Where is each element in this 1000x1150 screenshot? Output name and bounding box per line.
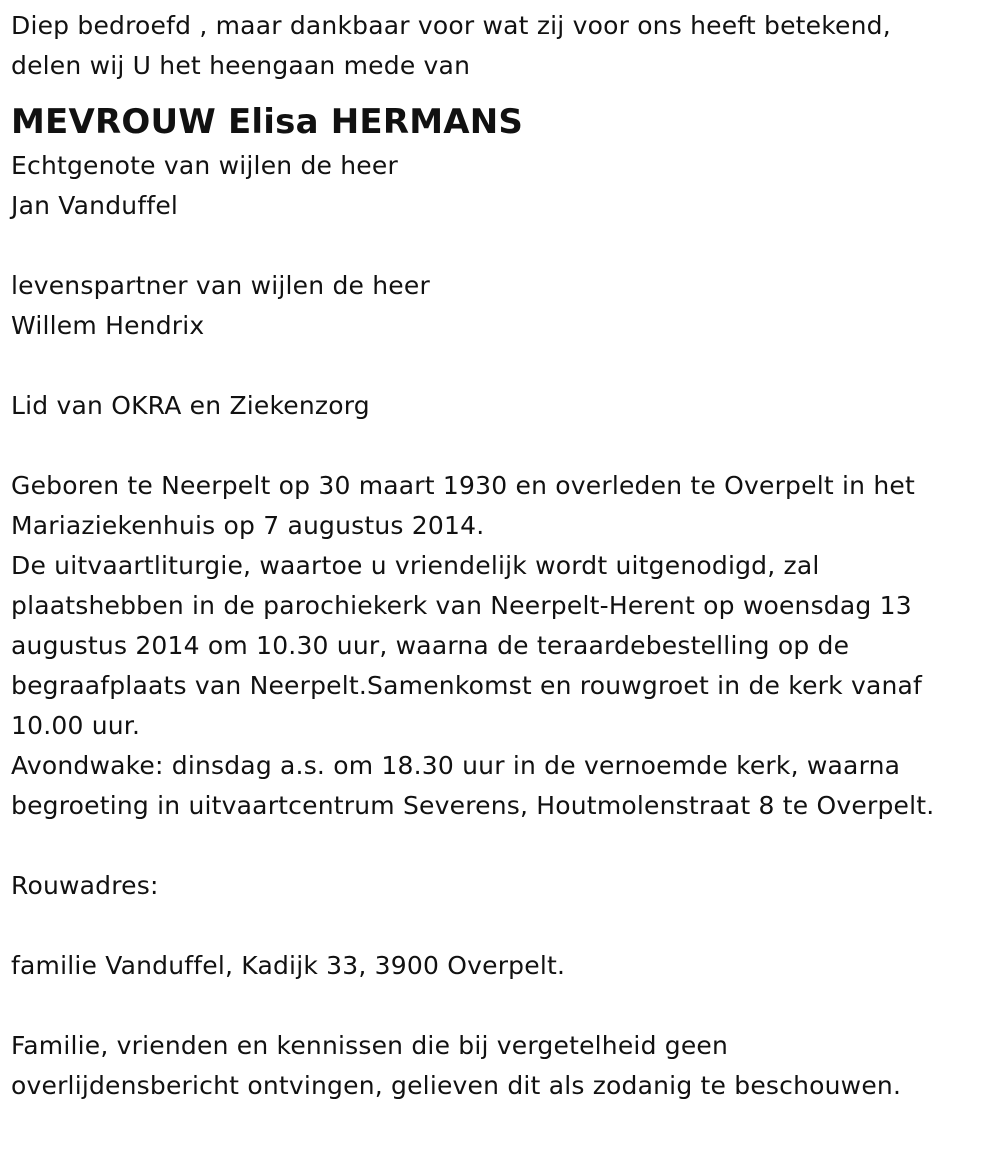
spacer [11, 346, 996, 386]
closing-line: overlijdensbericht ontvingen, gelieven dit als zodanig te beschouwen. [11, 1071, 902, 1100]
partner-text [11, 266, 996, 346]
spacer [11, 226, 996, 266]
details-line: begraafplaats van Neerpelt.Samenkomst en rouwgroet in de kerk vanaf [11, 671, 923, 700]
spacer [11, 426, 996, 466]
address-label: Rouwadres: [11, 871, 159, 900]
details-line: Avondwake: dinsdag a.s. om 18.30 uur in de vernoemde kerk, waarna [11, 751, 901, 780]
death-notice [11, 6, 996, 1106]
details-line: augustus 2014 om 10.30 uur, waarna de teraardebestelling op de [11, 631, 850, 660]
intro-text [11, 6, 996, 86]
intro-line: delen wij U het heengaan mede van [11, 51, 471, 80]
spacer [11, 986, 996, 1026]
details-line: plaatshebben in de parochiekerk van Neerpelt-Herent op woensdag 13 [11, 591, 912, 620]
closing-line: Familie, vrienden en kennissen die bij vergetelheid geen [11, 1031, 729, 1060]
spacer [11, 826, 996, 866]
intro-line: Diep bedroefd , maar dankbaar voor wat zij voor ons heeft betekend, [11, 11, 891, 40]
spouse-name: Jan Vanduffel [11, 191, 179, 220]
details-line: begroeting in uitvaartcentrum Severens, Houtmolenstraat 8 te Overpelt. [11, 791, 935, 820]
details-line: 10.00 uur. [11, 711, 141, 740]
deceased-name: MEVROUW Elisa HERMANS [11, 102, 524, 142]
details-line: Geboren te Neerpelt op 30 maart 1930 en overleden te Overpelt in het [11, 471, 915, 500]
closing-text [11, 1026, 996, 1106]
address-text: familie Vanduffel, Kadijk 33, 3900 Overpelt. [11, 951, 566, 980]
details-line: De uitvaartliturgie, waartoe u vriendelijk wordt uitgenodigd, zal [11, 551, 820, 580]
details-text [11, 466, 996, 826]
membership-text: Lid van OKRA en Ziekenzorg [11, 391, 370, 420]
partner-name: Willem Hendrix [11, 311, 205, 340]
spouse-line: Echtgenote van wijlen de heer [11, 151, 398, 180]
spouse-text [11, 146, 996, 226]
partner-line: levenspartner van wijlen de heer [11, 271, 430, 300]
details-line: Mariaziekenhuis op 7 augustus 2014. [11, 511, 485, 540]
spacer [11, 906, 996, 946]
